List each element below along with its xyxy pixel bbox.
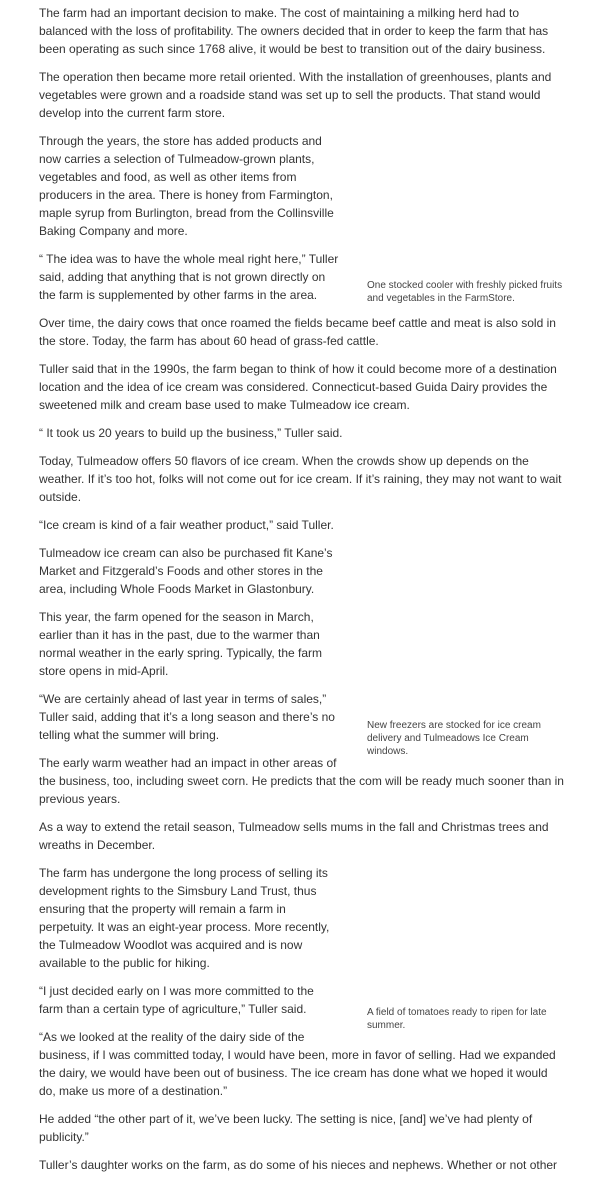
paragraph: As a way to extend the retail season, Tulmeadow sells mums in the fall and Christmas trees and wreaths in December.	[39, 820, 549, 852]
paragraph: “ The idea was to have the whole meal right here,” Tuller said, adding that anything that is not grown directly on the farm is supplemented by other farms in the area.	[39, 252, 339, 302]
photo-caption: A field of tomatoes ready to ripen for late summer.	[367, 1007, 547, 1031]
photo-figure-tomatoes	[367, 864, 567, 1032]
photo-placeholder	[367, 130, 567, 279]
paragraph: The operation then became more retail oriented. With the installation of greenhouses, plants and vegetables were grown and a roadside stand was set up to sell the products. That stand would develop into the current farm store.	[39, 70, 552, 120]
paragraph: “Ice cream is kind of a fair weather product,” said Tuller.	[39, 518, 334, 532]
paragraph: “I just decided early on I was more committed to the farm than a certain type of agriculture,” Tuller said.	[39, 984, 314, 1016]
paragraph: The farm has undergone the long process of selling its development rights to the Simsbury Land Trust, thus ensuring that the property will remain a farm in perpetuity. It was an eight-year process. More recently, the Tulmeadow Woodlot was acquired and is now available to the public for hiking.	[39, 866, 330, 970]
paragraph: The early warm weather had an impact in other areas of the business, too, including sweet corn. He predicts that the com will be ready much sooner than in previous years.	[39, 756, 564, 806]
paragraph: Through the years, the store has added products and now carries a selection of Tulmeadow-grown plants, vegetables and food, as well as other items from producers in the area. There is honey from Farmington, maple syrup from Burlington, bread from the Collinsville Baking Company and more.	[39, 134, 334, 238]
photo-figure-freezers	[367, 542, 567, 758]
paragraph: Over time, the dairy cows that once roamed the fields became beef cattle and meat is also sold in the store. Today, the farm has about 60 head of grass-fed cattle.	[39, 316, 556, 348]
paragraph: Today, Tulmeadow offers 50 flavors of ice cream. When the crowds show up depends on the weather. If it’s too hot, folks will not come out for ice cream. If it’s raining, they may not want to wait outside.	[39, 454, 562, 504]
paragraph: This year, the farm opened for the season in March, earlier than it has in the past, due to the warmer than normal weather in the early spring. Typically, the farm store opens in mid-April.	[39, 610, 323, 678]
paragraph: “We are certainly ahead of last year in terms of sales,” Tuller said, adding that it’s a long season and there’s no telling what the summer will bring.	[39, 692, 335, 742]
paragraph: The farm had an important decision to make. The cost of maintaining a milking herd had to balanced with the loss of profitability. The owners decided that in order to keep the farm that has been operating as such since 1768 alive, it would be best to transition out of the dairy business.	[39, 6, 549, 56]
photo-placeholder	[367, 542, 567, 719]
paragraph: “As we looked at the reality of the dairy side of the business, if I was committed today, I would have been, more in favor of selling. Had we expanded the dairy, we would have been out of business. The ice cream has done what we hoped it would do, make us more of a destination.”	[39, 1030, 556, 1098]
photo-caption: New freezers are stocked for ice cream delivery and Tulmeadows Ice Cream windows.	[367, 720, 541, 757]
photo-placeholder	[367, 864, 567, 1006]
photo-figure-cooler	[367, 130, 567, 305]
article-body	[39, 4, 567, 1184]
photo-caption: One stocked cooler with freshly picked fruits and vegetables in the FarmStore.	[367, 280, 563, 304]
paragraph: Tuller’s daughter works on the farm, as do some of his nieces and nephews. Whether or not other	[39, 1158, 558, 1172]
paragraph: “ It took us 20 years to build up the business,” Tuller said.	[39, 426, 343, 440]
paragraph: Tulmeadow ice cream can also be purchased fit Kane’s Market and Fitzgerald’s Foods and other stores in the area, including Whole Foods Market in Glastonbury.	[39, 546, 333, 596]
paragraph: Tuller said that in the 1990s, the farm began to think of how it could become more of a destination location and the idea of ice cream was considered. Connecticut-based Guida Dairy provides the sweetened milk and cream base used to make Tulmeadow ice cream.	[39, 362, 557, 412]
paragraph: He added “the other part of it, we’ve been lucky. The setting is nice, [and] we’ve had plenty of publicity.”	[39, 1112, 533, 1144]
